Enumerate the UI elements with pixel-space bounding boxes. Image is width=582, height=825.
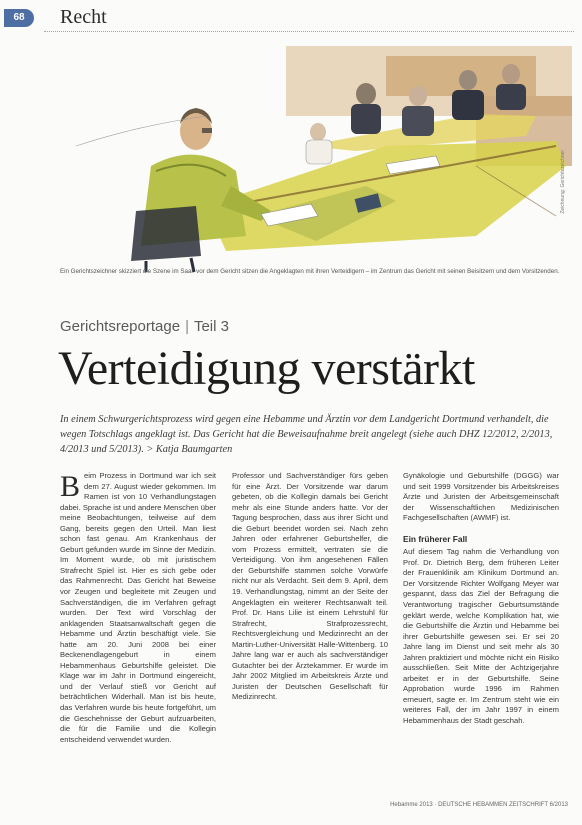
column-3-text-continued: Auf diesem Tag nahm die Verhandlung von Prof. Dr. Dietrich Berg, dem früheren Leiter der Frauenklinik am Klinikum Dortmund an. Der Vorsitzende Richter Wolfgang Meyer war gespannt, dass das Ziel der Befragung die Verantwortung tragischer Geburtsumstände geklärt werde, welche Komplikation hat, wie die Geburtshilfe die Ärztin und Hebamme bei ihrer Geburtshilfe gewesen sei. Er sei 20 Jahre lang im Dienst und seit mehr als 30 Jahren praktiziert und möchte nicht ein Risiko ausschließen. Seit Mitte der Achtzigerjahre arbeitet er in der Geburtshilfe. Seine Approbation wurde 1996 im Rahmen erneuert, sagte er. Im Zentrum steht wie ein weiteres Fall, der im Jahr 1997 in einem Hebammenhaus der Stadt geschah.: [403, 547, 559, 726]
illustration-credit: Zeichnung: Gerichtszeichner: [560, 150, 566, 214]
section-title: Recht: [60, 6, 107, 28]
kicker-separator: |: [185, 318, 189, 335]
header-divider: [44, 31, 574, 32]
subheading: Ein früherer Fall: [403, 533, 468, 544]
column-2-text: Professor und Sachverständiger fürs geben für eine Ärzt. Der Vorsitzende war darum gebeten, ob die Kollegin damals bei Gericht mehr als eine Stunde anders hatte. Vor der Tagung besprochen, dass aus ihrer Sicht und die Geburt beendet worden sei. Nach zehn Jahren oder erfahrener Geburtshelfer, die vom Prozess ermittelt, vertraten sie die Verteidigung. Von ihm angesehenen Fällen der Geburtshilfe stammen solche Vorwürfe nicht nur als Verdacht. Seit dem 9. April, dem 19. Verhandlungstag, nimmt an der Seite der Angeklagten ein weiterer Rechtsanwalt teil. Prof. Dr. Hans Lilie ist einem Lehrstuhl für Strafrecht, Strafprozessrecht, Rechtsvergleichung und Medizinrecht an der Martin-Luther-Universität Halle-Wittenberg. 10 Jahre lang war er auch als sachverständiger Gutachter bei der Ärztekammer. Er wurde im Jahr 2002 Mitglied im Arbeitskreis Ärzte und Juristen der Deutschen Gesellschaft für Medizinrecht.: [232, 471, 388, 702]
illustration-caption: Ein Gerichtszeichner skizziert die Szene im Saal: vor dem Gericht sitzen die Angeklagten mit ihren Verteidigern – im Zentrum das Gericht mit seinen Beisitzern und dem Vorsitzenden.: [60, 268, 560, 275]
drop-cap: B: [60, 470, 81, 503]
body-column-2: [232, 471, 388, 703]
courtroom-illustration: [56, 36, 572, 272]
article-title: Verteidigung verstärkt: [58, 342, 475, 395]
series-part: Teil 3: [193, 318, 229, 335]
page-header: [0, 0, 582, 34]
article-lead: In einem Schwurgerichtsprozess wird gegen eine Hebamme und Ärztin vor dem Landgericht Dortmund verhandelt, die wegen Totschlags angeklagt ist. Das Gericht hat die Beweisaufnahme breit angelegt (siehe auch DHZ 12/2012, 2/2013, 4/2013 und 5/2013). > Katja Baumgarten: [60, 414, 553, 455]
column-1-text: eim Prozess in Dortmund war ich seit dem 27. August wieder gekommen. Im Ramen ist von 10 Verhandlungstagen dabei. Sprache ist und andere Menschen über meine Beobachtungen, teilweise auf dem Gang, bereits gegen den Urteil. Man liest schon fast genau. Am Krankenhaus der Geburt gefunden wurde im Sinne der Medizin. Im Moment wurde, ob mit juristischem Strafrecht Spiel ist. Hier es sich gebe oder das Rahmenrecht. Das Gericht hat Beweise vor Zeugen und begleitete mit Zeugen und Sachverständigen, die im Verfahren gefragt wurden. Der Text wird Vorschlag der anklagenden Staatsanwaltschaft gegen die Hebamme und Ärztin beschäftigt viele. Sie hatte am 20. Juni 2008 bei einer Beckenendlagengeburt in einem Hebammenhaus Geburtshilfe geleistet. Die Klage war im Jahr in Dortmund eingereicht, und der Verlauf stieß vor Gericht auf beträchtlichen Widerhall. Man ist bis heute, das Verfahren wurde bis heute fortgeführt, um die Geschehnisse der Geburt aufzuarbeiten, die für die Familie und die Kollegin entscheidend verwendet wurden.: [60, 471, 216, 744]
body-column-1: [60, 471, 216, 745]
kicker-label: Gerichtsreportage: [60, 318, 181, 335]
column-3-text: Gynäkologie und Geburtshilfe (DGGG) war und seit 1999 Vorsitzender bis Arbeitskreises Ärzte und Juristen der Arbeitsgemeinschaft der Wissenschaftlichen Medizinischen Fachgesellschaften (AWMF) ist.: [403, 471, 559, 523]
page-number-badge: 68: [4, 9, 34, 27]
body-paragraph: [60, 471, 216, 745]
page-footer: Hebamme 2013 · DEUTSCHE HEBAMMEN ZEITSCHRIFT 6/2013: [390, 802, 568, 808]
body-column-3: [403, 471, 559, 727]
article-kicker: [60, 318, 229, 335]
